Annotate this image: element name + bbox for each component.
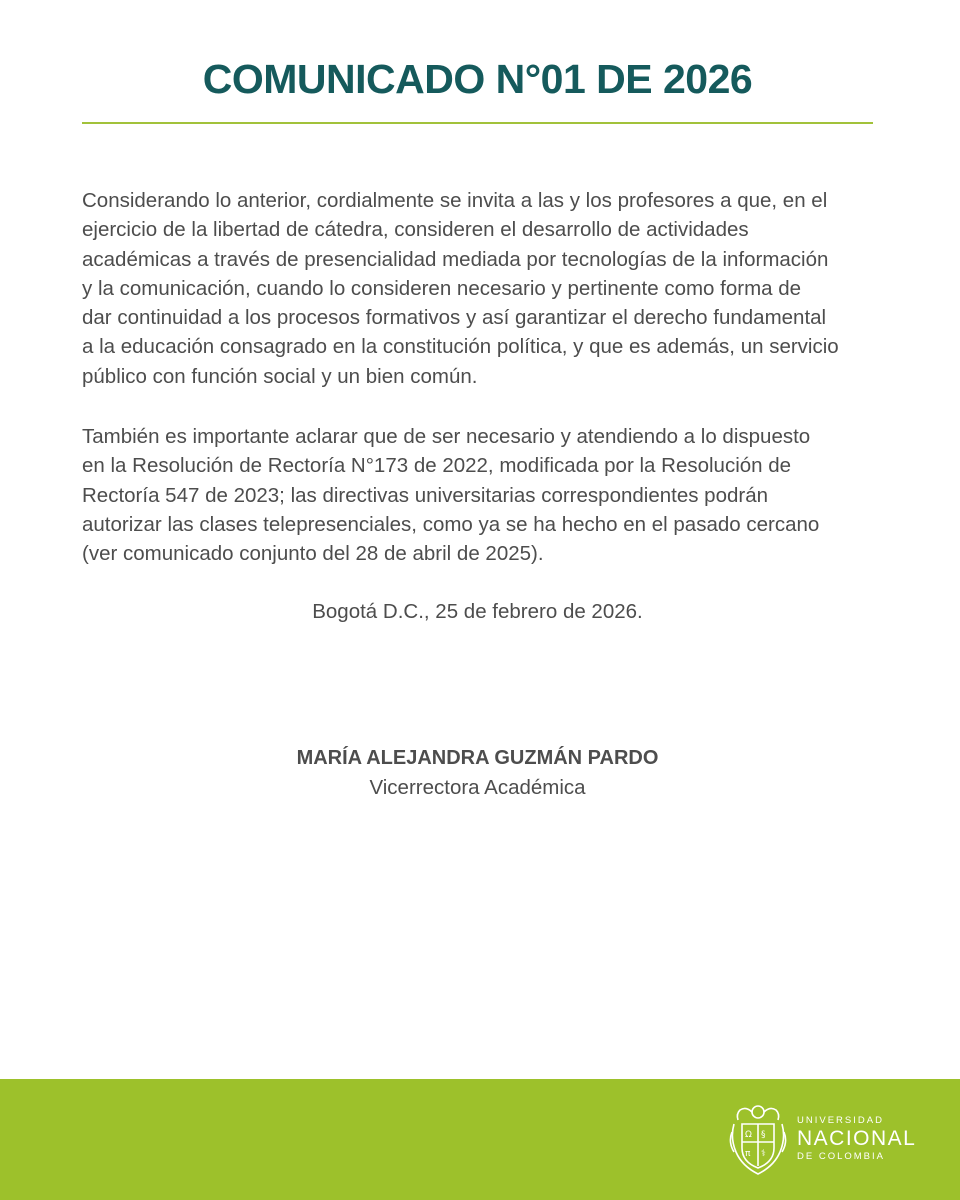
- paragraph-line: (ver comunicado conjunto del 28 de abril de 2025).: [82, 542, 544, 566]
- body-paragraph-2: [82, 422, 872, 568]
- svg-text:⚕: ⚕: [761, 1149, 766, 1159]
- paragraph-line: Considerando lo anterior, cordialmente se invita a las y los profesores a que, en el: [82, 189, 828, 212]
- svg-text:π: π: [745, 1149, 751, 1159]
- paragraph-line: a la educación consagrado en la constitución política, y que es además, un servicio: [82, 335, 839, 359]
- paragraph-line: dar continuidad a los procesos formativos y así garantizar el derecho fundamental: [82, 306, 827, 330]
- logo-line-universidad: UNIVERSIDAD: [797, 1115, 884, 1126]
- university-crest-icon: [728, 1102, 788, 1178]
- svg-text:Ω: Ω: [745, 1130, 752, 1140]
- paragraph-line: y la comunicación, cuando lo consideren necesario y pertinente como forma de: [82, 276, 802, 300]
- title-divider: [82, 122, 873, 124]
- logo-line-nacional: NACIONAL: [797, 1127, 917, 1150]
- svg-text:§: §: [761, 1130, 766, 1140]
- paragraph-line: También es importante aclarar que de ser necesario y atendiendo a lo dispuesto: [82, 425, 811, 448]
- university-logo-text: [797, 1115, 916, 1163]
- body-paragraph-1: [82, 186, 872, 391]
- paragraph-line: académicas a través de presencialidad mediada por tecnologías de la información: [82, 247, 829, 271]
- paragraph-line: autorizar las clases telepresenciales, como ya se ha hecho en el pasado cercano: [82, 512, 820, 536]
- paragraph-line: en la Resolución de Rectoría N°173 de 2022, modificada por la Resolución de: [82, 454, 792, 478]
- paragraph-line: ejercicio de la libertad de cátedra, consideren el desarrollo de actividades: [82, 218, 749, 242]
- dateline: Bogotá D.C., 25 de febrero de 2026.: [312, 600, 643, 623]
- paragraph-line: Rectoría 547 de 2023; las directivas universitarias correspondientes podrán: [82, 483, 768, 507]
- logo-line-de-colombia: DE COLOMBIA: [797, 1151, 885, 1162]
- signatory-role: Vicerrectora Académica: [369, 776, 586, 799]
- paragraph-line: público con función social y un bien común.: [82, 364, 478, 388]
- signatory-name: MARÍA ALEJANDRA GUZMÁN PARDO: [296, 747, 659, 769]
- document-title: COMUNICADO N°01 DE 2026: [202, 56, 753, 102]
